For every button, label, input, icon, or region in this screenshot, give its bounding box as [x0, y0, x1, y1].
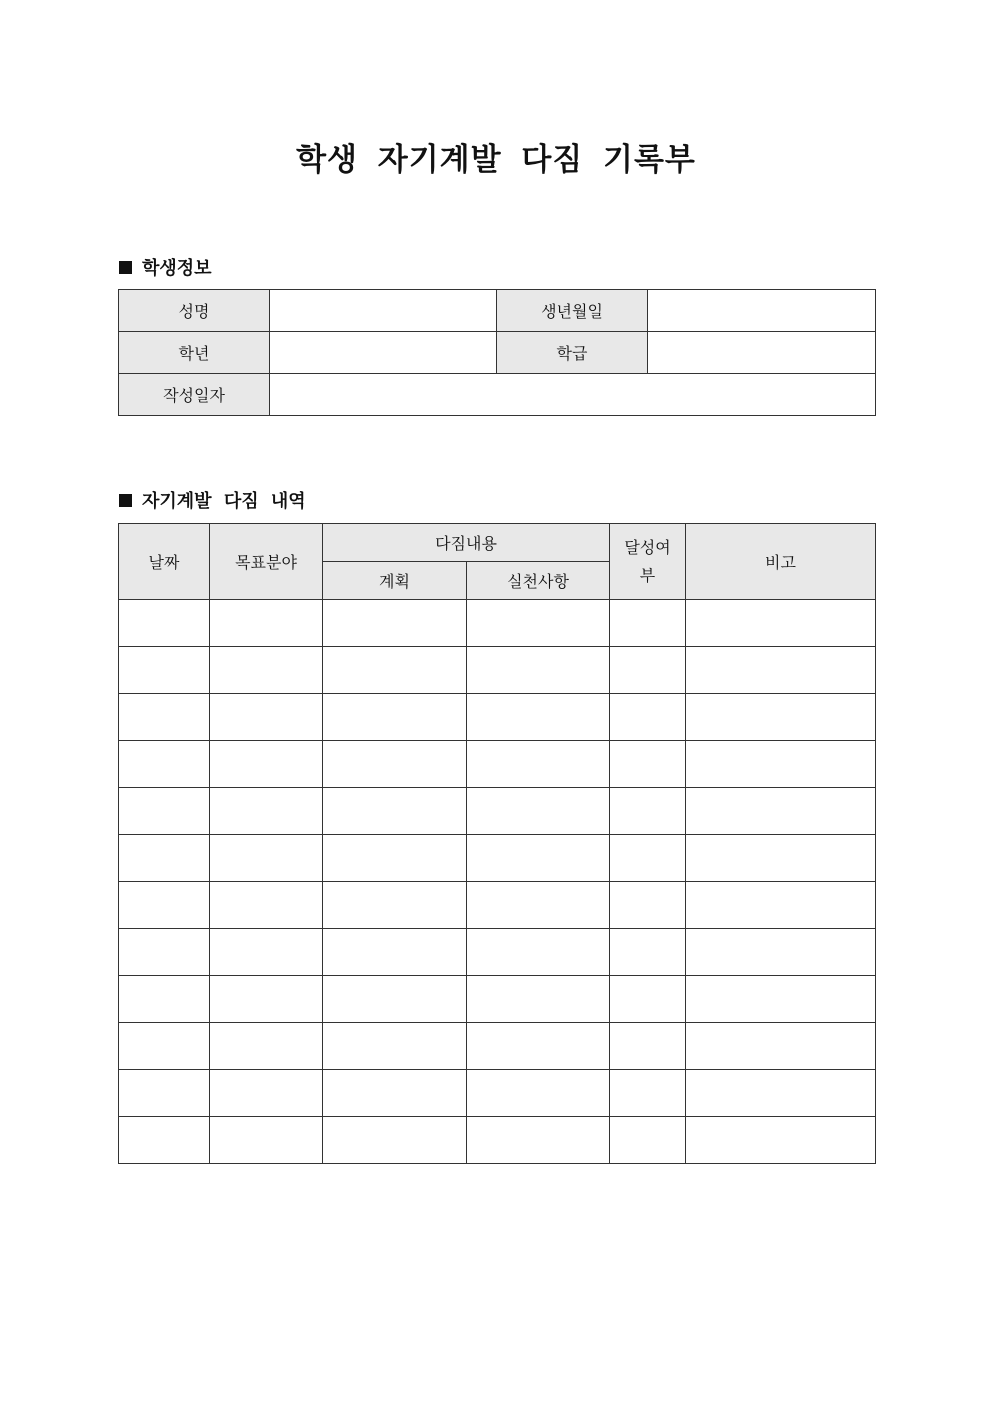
cell-practice[interactable] — [467, 600, 610, 647]
cell-note[interactable] — [686, 741, 876, 788]
cell-achieved[interactable] — [610, 1023, 686, 1070]
cell-practice[interactable] — [467, 694, 610, 741]
cell-achieved[interactable] — [610, 835, 686, 882]
cell-plan[interactable] — [323, 694, 467, 741]
cell-note[interactable] — [686, 835, 876, 882]
cell-plan[interactable] — [323, 929, 467, 976]
table-row — [119, 694, 876, 741]
col-achieved-header: 달성여부 — [610, 524, 686, 600]
table-row — [119, 1023, 876, 1070]
cell-note[interactable] — [686, 788, 876, 835]
cell-practice[interactable] — [467, 929, 610, 976]
cell-date[interactable] — [119, 882, 210, 929]
cell-achieved[interactable] — [610, 1070, 686, 1117]
col-goal-header: 목표분야 — [210, 524, 323, 600]
cell-note[interactable] — [686, 882, 876, 929]
cell-note[interactable] — [686, 694, 876, 741]
cell-goal[interactable] — [210, 1070, 323, 1117]
grade-label: 학년 — [119, 332, 270, 374]
col-practice-header: 실천사항 — [467, 562, 610, 600]
square-bullet-icon — [119, 261, 132, 274]
table-row — [119, 929, 876, 976]
cell-date[interactable] — [119, 694, 210, 741]
cell-note[interactable] — [686, 600, 876, 647]
cell-practice[interactable] — [467, 647, 610, 694]
cell-date[interactable] — [119, 976, 210, 1023]
cell-practice[interactable] — [467, 976, 610, 1023]
cell-note[interactable] — [686, 1070, 876, 1117]
cell-practice[interactable] — [467, 1070, 610, 1117]
cell-date[interactable] — [119, 1023, 210, 1070]
cell-achieved[interactable] — [610, 600, 686, 647]
cell-practice[interactable] — [467, 835, 610, 882]
cell-achieved[interactable] — [610, 882, 686, 929]
cell-date[interactable] — [119, 1070, 210, 1117]
cell-achieved[interactable] — [610, 1117, 686, 1164]
student-info-heading-text: 학생정보 — [142, 258, 212, 279]
col-pledge-header: 다짐내용 — [323, 524, 610, 562]
cell-practice[interactable] — [467, 788, 610, 835]
table-row — [119, 835, 876, 882]
col-note-header: 비고 — [686, 524, 876, 600]
date-label: 작성일자 — [119, 374, 270, 416]
cell-achieved[interactable] — [610, 976, 686, 1023]
cell-plan[interactable] — [323, 882, 467, 929]
cell-plan[interactable] — [323, 788, 467, 835]
student-info-heading — [119, 254, 212, 280]
cell-plan[interactable] — [323, 647, 467, 694]
cell-date[interactable] — [119, 600, 210, 647]
cell-plan[interactable] — [323, 741, 467, 788]
document-title: 학생 자기계발 다짐 기록부 — [296, 142, 696, 178]
records-heading — [119, 487, 306, 513]
col-date-header: 날짜 — [119, 524, 210, 600]
cell-note[interactable] — [686, 1023, 876, 1070]
cell-plan[interactable] — [323, 1070, 467, 1117]
cell-note[interactable] — [686, 1117, 876, 1164]
records-heading-text: 자기계발 다짐 내역 — [142, 491, 306, 512]
birthdate-label: 생년월일 — [497, 290, 648, 332]
cell-goal[interactable] — [210, 882, 323, 929]
table-row — [119, 1070, 876, 1117]
cell-date[interactable] — [119, 788, 210, 835]
cell-plan[interactable] — [323, 976, 467, 1023]
cell-note[interactable] — [686, 647, 876, 694]
cell-note[interactable] — [686, 929, 876, 976]
student-info-table — [118, 289, 876, 416]
name-label: 성명 — [119, 290, 270, 332]
name-field[interactable] — [270, 290, 497, 332]
grade-field[interactable] — [270, 332, 497, 374]
cell-plan[interactable] — [323, 1117, 467, 1164]
cell-achieved[interactable] — [610, 788, 686, 835]
table-row — [119, 600, 876, 647]
cell-practice[interactable] — [467, 882, 610, 929]
table-row — [119, 647, 876, 694]
cell-achieved[interactable] — [610, 929, 686, 976]
cell-date[interactable] — [119, 1117, 210, 1164]
table-row — [119, 788, 876, 835]
records-table — [118, 523, 876, 1164]
cell-goal[interactable] — [210, 788, 323, 835]
cell-achieved[interactable] — [610, 694, 686, 741]
cell-goal[interactable] — [210, 600, 323, 647]
cell-plan[interactable] — [323, 600, 467, 647]
cell-achieved[interactable] — [610, 741, 686, 788]
cell-practice[interactable] — [467, 1023, 610, 1070]
cell-goal[interactable] — [210, 741, 323, 788]
cell-goal[interactable] — [210, 694, 323, 741]
cell-goal[interactable] — [210, 929, 323, 976]
cell-goal[interactable] — [210, 647, 323, 694]
cell-practice[interactable] — [467, 1117, 610, 1164]
class-label: 학급 — [497, 332, 648, 374]
cell-date[interactable] — [119, 835, 210, 882]
table-row — [119, 1117, 876, 1164]
cell-date[interactable] — [119, 647, 210, 694]
cell-practice[interactable] — [467, 741, 610, 788]
table-row — [119, 882, 876, 929]
cell-plan[interactable] — [323, 1023, 467, 1070]
cell-goal[interactable] — [210, 1023, 323, 1070]
cell-goal[interactable] — [210, 976, 323, 1023]
class-field[interactable] — [648, 332, 876, 374]
cell-goal[interactable] — [210, 835, 323, 882]
date-field[interactable] — [270, 374, 876, 416]
col-plan-header: 계획 — [323, 562, 467, 600]
table-row — [119, 976, 876, 1023]
square-bullet-icon — [119, 494, 132, 507]
cell-achieved[interactable] — [610, 647, 686, 694]
records-body — [119, 600, 876, 1164]
cell-date[interactable] — [119, 741, 210, 788]
birthdate-field[interactable] — [648, 290, 876, 332]
cell-plan[interactable] — [323, 835, 467, 882]
cell-date[interactable] — [119, 929, 210, 976]
cell-note[interactable] — [686, 976, 876, 1023]
cell-goal[interactable] — [210, 1117, 323, 1164]
table-row — [119, 741, 876, 788]
